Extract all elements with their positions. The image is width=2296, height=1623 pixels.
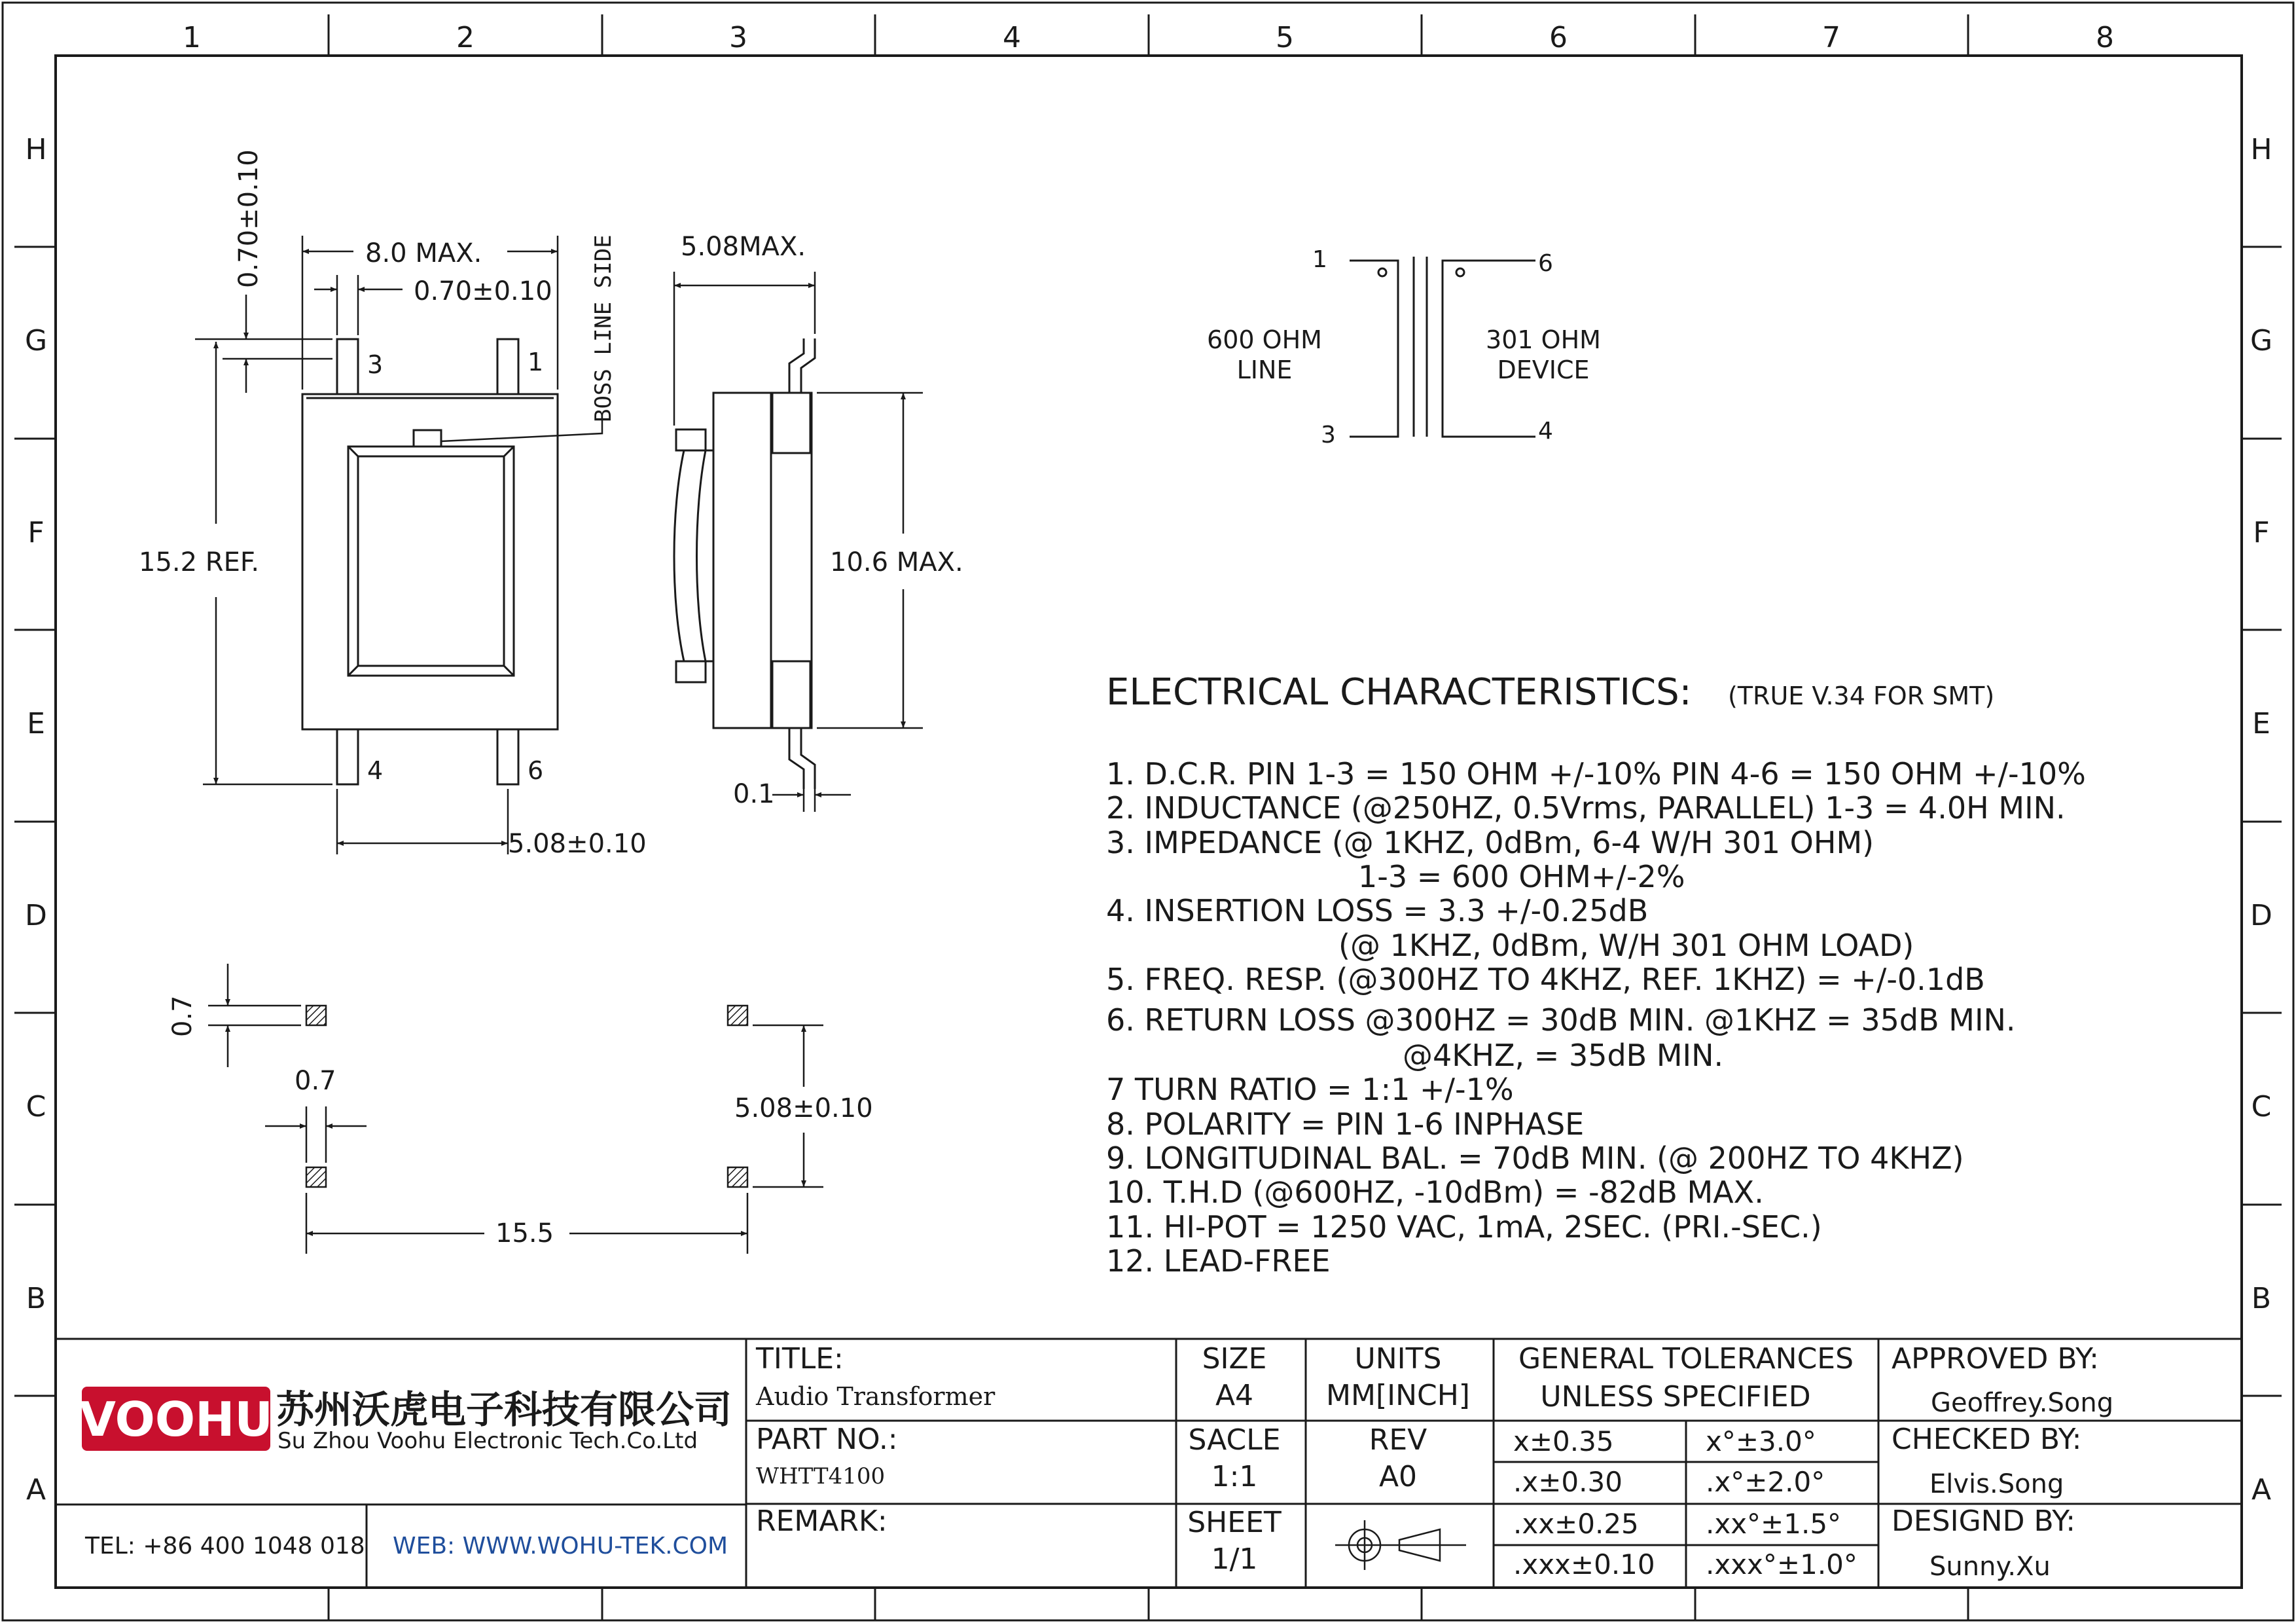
spec-line: 8. POLARITY = PIN 1-6 INPHASE [1106, 1106, 1585, 1142]
sheet-label: SHEET [1187, 1506, 1282, 1539]
row-label-right: G [2250, 324, 2273, 357]
spec-line: 7 TURN RATIO = 1:1 +/-1% [1106, 1072, 1514, 1107]
spec-line: 5. FREQ. RESP. (@300HZ TO 4KHZ, REF. 1KHZ) = +/-0.1dB [1106, 962, 1985, 997]
spec-line: 4. INSERTION LOSS = 3.3 +/-0.25dB [1106, 893, 1649, 928]
schematic-pin-3: 3 [1321, 422, 1336, 448]
tolerance-subtitle: UNLESS SPECIFIED [1540, 1380, 1811, 1413]
polarity-dot-secondary [1456, 268, 1464, 276]
dim-pad-height: 0.7 [168, 995, 198, 1037]
row-label-right: A [2251, 1473, 2272, 1506]
pin-label-3: 3 [367, 350, 384, 379]
dim-pad-span: 15.5 [495, 1218, 554, 1249]
component-body [302, 394, 558, 729]
row-label-right: E [2252, 707, 2270, 740]
col-label-top: 3 [729, 21, 747, 54]
secondary-device-label: DEVICE [1497, 356, 1590, 384]
pin-4-lead [337, 729, 358, 784]
primary-impedance-label: 600 OHM [1207, 325, 1322, 354]
tol-linear: .x±0.30 [1513, 1466, 1623, 1498]
company-name-cn: 苏州沃虎电子科技有限公司 [276, 1387, 732, 1432]
row-label-left: E [27, 707, 45, 740]
row-label-left: C [26, 1090, 46, 1123]
dim-height: 15.2 REF. [139, 547, 260, 577]
spec-heading-note: (TRUE V.34 FOR SMT) [1728, 682, 1995, 710]
row-label-left: A [26, 1473, 46, 1506]
schematic-pin-1: 1 [1312, 246, 1327, 273]
spec-line: 12. LEAD-FREE [1106, 1243, 1331, 1279]
pin-label-6: 6 [528, 756, 544, 785]
pin-1-lead [497, 339, 518, 394]
side-body [713, 393, 812, 728]
row-label-left: B [26, 1282, 46, 1315]
schematic-pin-4: 4 [1538, 418, 1553, 445]
electrical-characteristics [1106, 671, 2086, 1279]
dim-pin-height: 0.70±0.10 [234, 149, 264, 288]
row-label-left: D [25, 899, 47, 932]
pin-6-lead [497, 729, 518, 784]
transformer-schematic [1207, 246, 1601, 448]
col-label-top: 4 [1003, 21, 1021, 54]
pad-bl [306, 1167, 326, 1187]
spec-heading: ELECTRICAL CHARACTERISTICS: [1106, 671, 1692, 714]
pad-tr [728, 1006, 747, 1025]
spec-line: 9. LONGITUDINAL BAL. = 70dB MIN. (@ 200HZ TO 4KHZ) [1106, 1140, 1964, 1176]
dim-width: 8.0 MAX. [365, 238, 482, 268]
pad-br [728, 1167, 747, 1187]
logo-text: VOOHU [79, 1392, 273, 1447]
side-view [674, 232, 963, 812]
row-label-right: C [2251, 1090, 2272, 1123]
pcb-footprint [168, 964, 873, 1254]
polarity-dot-primary [1378, 268, 1386, 276]
tol-linear: .xxx±0.10 [1513, 1548, 1655, 1580]
tol-angular: .xxx°±1.0° [1706, 1548, 1857, 1580]
dim-thickness: 5.08MAX. [681, 232, 806, 262]
spec-line: 1-3 = 600 OHM+/-2% [1358, 859, 1685, 894]
row-label-right: D [2250, 899, 2272, 932]
col-label-top: 8 [2096, 21, 2114, 54]
rev-value: A0 [1378, 1460, 1418, 1493]
title-block [56, 1339, 2242, 1588]
col-label-top: 1 [183, 21, 201, 54]
col-label-top: 2 [456, 21, 475, 54]
secondary-impedance-label: 301 OHM [1486, 325, 1601, 354]
boss-line-label: BOSS LINE SIDE [590, 234, 617, 422]
remark-label: REMARK: [756, 1504, 888, 1538]
tol-angular: .xx°±1.5° [1706, 1508, 1842, 1540]
part-number: WHTT4100 [756, 1463, 886, 1489]
rev-label: REV [1369, 1423, 1427, 1457]
pad-tl [306, 1006, 326, 1025]
spec-line: 2. INDUCTANCE (@250HZ, 0.5Vrms, PARALLEL) 1-3 = 4.0H MIN. [1106, 790, 2066, 826]
part-label: PART NO.: [756, 1423, 898, 1456]
schematic-pin-6: 6 [1538, 250, 1553, 277]
sheet-value: 1/1 [1211, 1542, 1258, 1576]
pin-3-lead [337, 339, 358, 394]
spec-line: 3. IMPEDANCE (@ 1KHZ, 0dBm, 6-4 W/H 301 OHM) [1106, 825, 1874, 860]
tol-linear: x±0.35 [1513, 1425, 1614, 1457]
tol-linear: .xx±0.25 [1513, 1508, 1639, 1540]
col-label-top: 5 [1276, 21, 1294, 54]
dim-pin-pitch: 5.08±0.10 [508, 829, 647, 859]
company-name-en: Su Zhou Voohu Electronic Tech.Co.Ltd [278, 1428, 698, 1454]
approved-by: Geoffrey.Song [1931, 1388, 2114, 1418]
col-label-top: 6 [1549, 21, 1568, 54]
tol-angular: x°±3.0° [1706, 1425, 1816, 1457]
spec-line: @4KHZ, = 35dB MIN. [1403, 1038, 1724, 1073]
spec-line: (@ 1KHZ, 0dBm, W/H 301 OHM LOAD) [1338, 928, 1914, 963]
spec-line: 6. RETURN LOSS @300HZ = 30dB MIN. @1KHZ = 35dB MIN. [1106, 1002, 2016, 1038]
units-value: MM[INCH] [1326, 1379, 1470, 1412]
spec-line: 10. T.H.D (@600HZ, -10dBm) = -82dB MAX. [1106, 1175, 1764, 1210]
row-label-left: F [27, 516, 45, 549]
spec-line: 11. HI-POT = 1250 VAC, 1mA, 2SEC. (PRI.-SEC.) [1106, 1209, 1822, 1245]
tol-angular: .x°±2.0° [1706, 1466, 1825, 1498]
scale-value: 1:1 [1211, 1460, 1258, 1493]
row-label-left: H [25, 133, 47, 166]
dim-pad-width: 0.7 [295, 1066, 336, 1096]
col-label-top: 7 [1822, 21, 1840, 54]
dim-lead-thickness: 0.1 [733, 779, 775, 809]
scale-label: SACLE [1188, 1423, 1281, 1457]
web-address: WEB: WWW.WOHU-TEK.COM [393, 1533, 728, 1559]
projection-symbol-icon [1335, 1520, 1466, 1570]
checked-label: CHECKED BY: [1892, 1423, 2082, 1456]
row-label-right: F [2253, 516, 2270, 549]
boss-mark [414, 430, 441, 447]
top-window-inner [358, 456, 504, 666]
primary-line-label: LINE [1236, 356, 1293, 384]
units-label: UNITS [1354, 1342, 1442, 1376]
title-value: Audio Transformer [756, 1382, 996, 1411]
row-label-right: H [2250, 133, 2272, 166]
top-window-outer [348, 447, 514, 676]
pin-label-1: 1 [528, 348, 544, 376]
tel: TEL: +86 400 1048 018 [85, 1533, 365, 1559]
spec-line: 1. D.C.R. PIN 1-3 = 150 OHM +/-10% PIN 4-6 = 150 OHM +/-10% [1106, 756, 2086, 792]
dim-pad-pitch: 5.08±0.10 [734, 1093, 873, 1123]
designed-label: DESIGND BY: [1892, 1504, 2076, 1538]
designed-by: Sunny.Xu [1929, 1552, 2051, 1582]
title-label: TITLE: [756, 1342, 844, 1376]
tolerance-title: GENERAL TOLERANCES [1518, 1342, 1854, 1376]
size-label: SIZE [1202, 1342, 1267, 1376]
approved-label: APPROVED BY: [1892, 1342, 2100, 1376]
row-label-left: G [24, 324, 48, 357]
row-label-right: B [2251, 1282, 2272, 1315]
dim-pin-width: 0.70±0.10 [414, 276, 552, 306]
checked-by: Elvis.Song [1929, 1469, 2064, 1499]
pin-label-4: 4 [367, 756, 384, 785]
size-value: A4 [1215, 1379, 1254, 1412]
dim-length: 10.6 MAX. [830, 547, 963, 577]
front-view [139, 149, 647, 859]
